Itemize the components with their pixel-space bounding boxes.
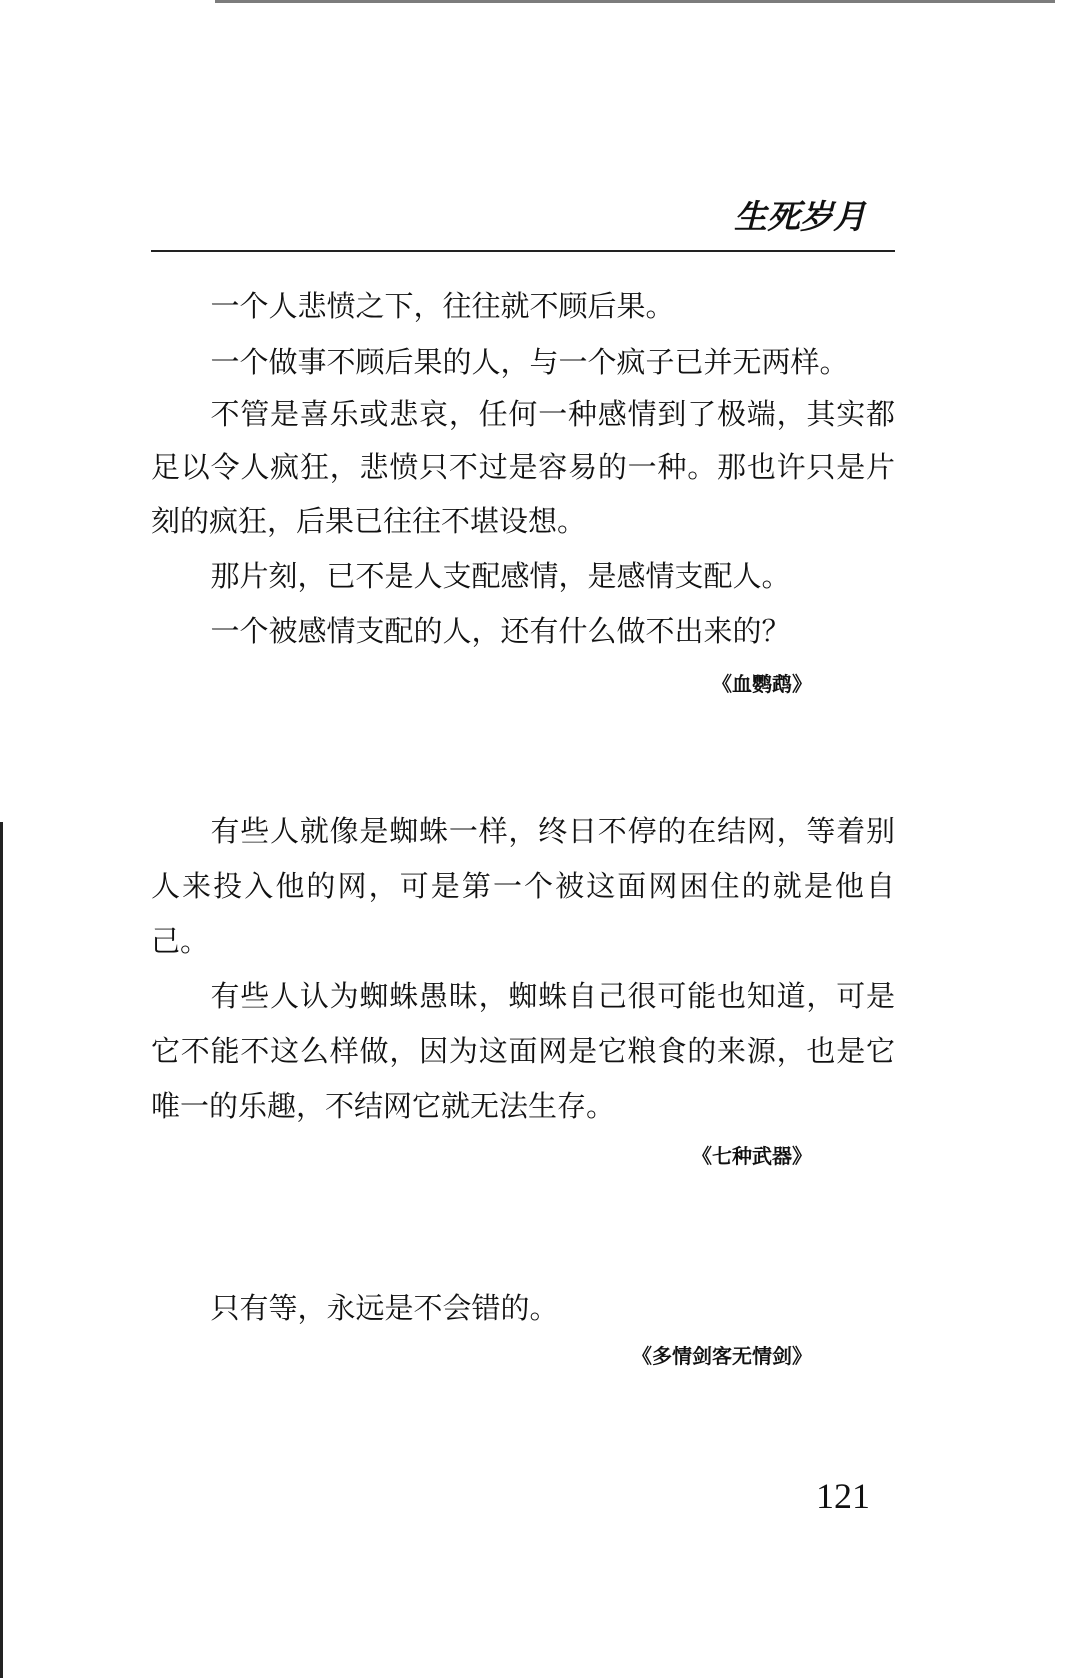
text-line: 一个人悲愤之下，往往就不顾后果。 — [210, 289, 675, 323]
source-citation: 《七种武器》 — [692, 1144, 812, 1168]
text-line: 唯一的乐趣，不结网它就无法生存。 — [151, 1089, 616, 1123]
text-line: 刻的疯狂，后果已往往不堪设想。 — [151, 504, 587, 538]
text-line: 一个被感情支配的人，还有什么做不出来的？ — [210, 614, 791, 648]
text-line: 足以令人疯狂，悲愤只不过是容易的一种。那也许只是片 — [151, 450, 895, 484]
text-line: 己。 — [151, 924, 210, 958]
scan-edge-left — [0, 822, 3, 1678]
source-citation: 《血鹦鹉》 — [712, 672, 812, 696]
text-line: 有些人就像是蜘蛛一样，终日不停的在结网，等着别 — [210, 814, 895, 848]
text-line: 一个做事不顾后果的人，与一个疯子已并无两样。 — [210, 345, 849, 379]
text-line: 它不能不这么样做，因为这面网是它粮食的来源，也是它 — [151, 1034, 895, 1068]
text-line: 人来投入他的网，可是第一个被这面网困住的就是他自 — [151, 869, 895, 903]
page-number: 121 — [816, 1476, 870, 1516]
text-line: 有些人认为蜘蛛愚昧，蜘蛛自己很可能也知道，可是 — [210, 979, 895, 1013]
text-line: 只有等，永远是不会错的。 — [210, 1291, 559, 1325]
header-rule — [151, 250, 895, 252]
running-title: 生死岁月 — [734, 197, 866, 236]
scan-edge-top — [215, 0, 1055, 3]
text-line: 不管是喜乐或悲哀，任何一种感情到了极端，其实都 — [210, 397, 895, 431]
text-line: 那片刻，已不是人支配感情，是感情支配人。 — [210, 559, 791, 593]
source-citation: 《多情剑客无情剑》 — [632, 1344, 812, 1368]
